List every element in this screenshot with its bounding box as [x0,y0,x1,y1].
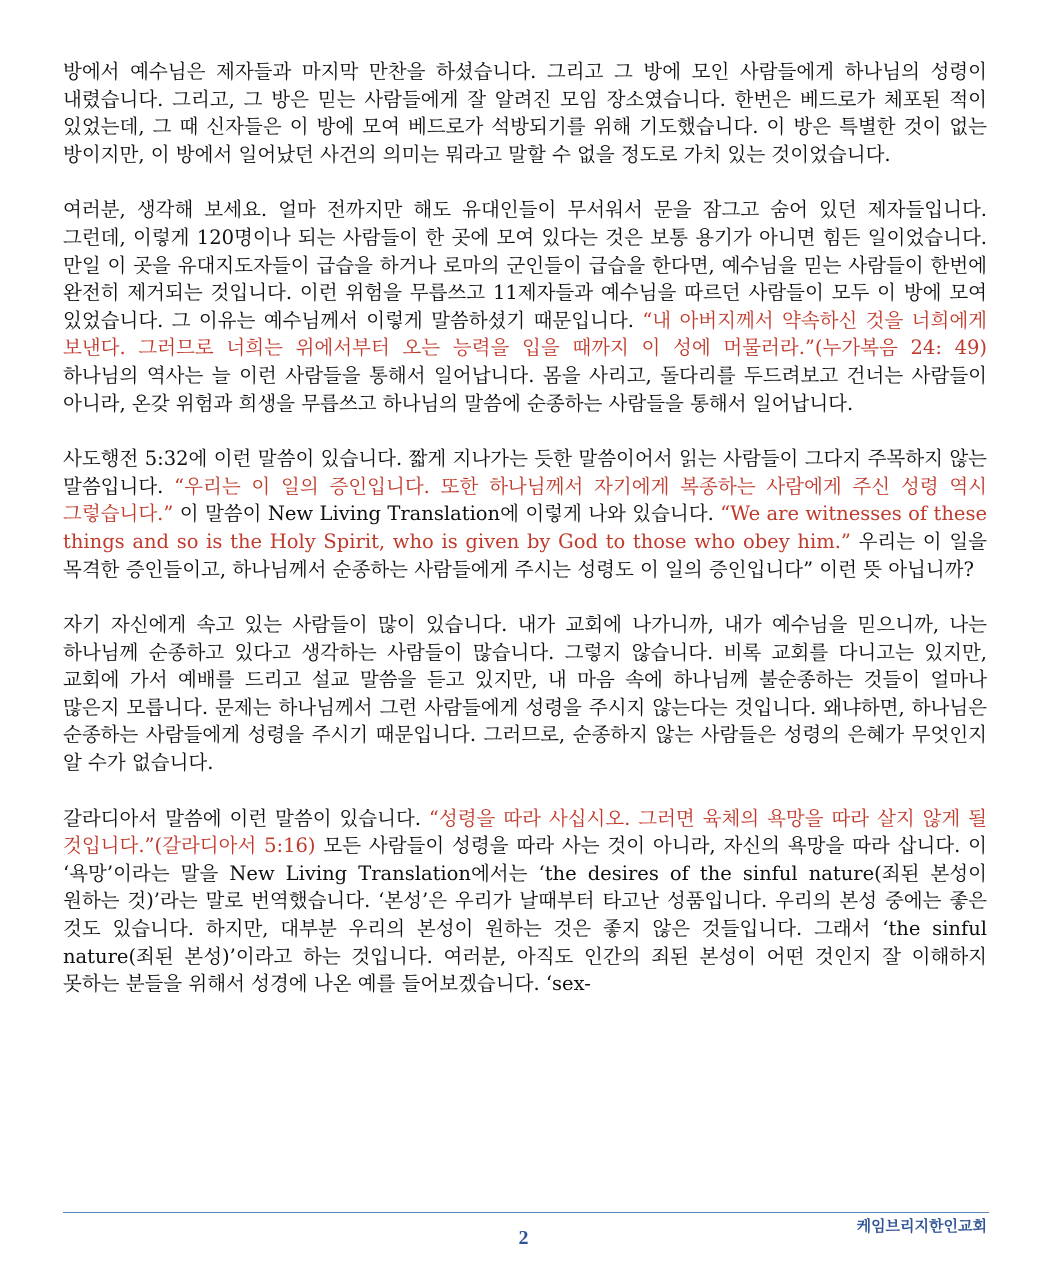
paragraph-text: 여러분, 생각해 보세요. 얼마 전까지만 해도 유대인들이 무서워서 문을 잠그고 숨어 있던 제자들입니다. 그런데, 이렇게 120명이나 되는 사람들이 한 곳에 모여 있다는 것은 보통 용기가 아니면 힘든 일이었습니다. 만일 이 곳을 유대지도자들이 급습을 하거나 로마의 군인들이 급습을 한다면, 예수님을 믿는 사람들이 한번에 완전히 제거되는 것입니다. 이런 위험을 무릅쓰고 11제자들과 예수님을 따르던 사람들이 모두 이 방에 모여 있었습니다. 그 이유는 예수님께서 이렇게 말씀하셨기 때문입니다. [63,198,987,332]
scripture-quote-luke: “내 아버지께서 약속하신 것을 너희에게 보낸다. 그러므로 너희는 위에서부터 오는 능력을 입을 때까지 이 성에 머물러라.”(누가복음 24: 49) [63,308,987,360]
paragraph-text: 하나님의 역사는 늘 이런 사람들을 통해서 일어납니다. 몸을 사리고, 돌다리를 두드려보고 건너는 사람들이 아니라, 온갖 위험과 희생을 무릅쓰고 하나님의 말씀에 순종하는 사람들을 통해서 일어납니다. [63,363,987,415]
paragraph-text: 갈라디아서 말씀에 이런 말씀이 있습니다. [63,806,429,830]
paragraph-text: 모든 사람들이 성령을 따라 사는 것이 아니라, 자신의 욕망을 따라 삽니다. 이 ‘욕망’이라는 말을 New Living Translation에서는 ‘the desires of the sinful nature(죄된 본성이 원하는 것)’라는 말로 번역했습니다. ‘본성’은 우리가 날때부터 타고난 성품입니다. 우리의 본성 중에는 좋은 것도 있습니다. 하지만, 대부분 우리의 본성이 원하는 것은 좋지 않은 것들입니다. 그래서 ‘the sinful nature(죄된 본성)’이라고 하는 것입니다. 여러분, 아직도 인간의 죄된 본성이 어떤 것인지 잘 이해하지 못하는 분들을 위해서 성경에 나온 예를 들어보겠습니다. ‘sex- [63,834,988,996]
paragraph-galatians [63,805,987,998]
paragraph-text: 사도행전 5:32에 이런 말씀이 있습니다. 짧게 지나가는 듯한 말씀이어서 읽는 사람들이 그다지 주목하지 않는 말씀입니다. [63,447,987,498]
paragraph-acts-witnesses [63,445,987,583]
paragraph-text: 이 말씀이 New Living Translation에 이렇게 나와 있습니다. [173,502,721,526]
paragraph-text: 방에서 예수님은 제자들과 마지막 만찬을 하셨습니다. 그리고 그 방에 모인 사람들에게 하나님의 성령이 내렸습니다. 그리고, 그 방은 믿는 사람들에게 잘 알려진 모임 장소였습니다. 한번은 베드로가 체포된 적이 있었는데, 그 때 신자들은 이 방에 모여 베드로가 석방되기를 위해 기도했습니다. 이 방은 특별한 것이 없는 방이지만, 이 방에서 일어났던 사건의 의미는 뭐라고 말할 수 없을 정도로 가치 있는 것이었습니다. [63,60,987,166]
paragraph-upper-room [63,58,987,168]
paragraph-self-deception [63,611,987,777]
scripture-quote-acts-korean: “우리는 이 일의 증인입니다. 또한 하나님께서 자기에게 복종하는 사람에게 주신 성령 역시 그렇습니다.” [63,474,988,526]
paragraph-text: 자기 자신에게 속고 있는 사람들이 많이 있습니다. 내가 교회에 나가니까, 내가 예수님을 믿으니까, 나는 하나님께 순종하고 있다고 생각하는 사람들이 많습니다. 그렇지 않습니다. 비록 교회를 다니고는 있지만, 교회에 가서 예배를 드리고 설교 말씀을 듣고 있지만, 내 마음 속에 하나님께 불순종하는 것들이 얼마나 많은지 모릅니다. 문제는 하나님께서 그런 사람들에게 성령을 주시지 않는다는 것입니다. 왜냐하면, 하나님은 순종하는 사람들에게 성령을 주시기 때문입니다. 그러므로, 순종하지 않는 사람들은 성령의 은혜가 무엇인지 알 수가 없습니다. [63,613,987,775]
scripture-quote-acts-english: “We are witnesses of these things and so is the Holy Spirit, who is given by God to those who obey him.” [63,502,988,553]
document-body [63,58,987,998]
church-name: 케임브리지한인교회 [856,1217,987,1235]
paragraph-text: 우리는 이 일을 목격한 증인들이고, 하나님께서 순종하는 사람들에게 주시는 성령도 이 일의 증인입니다” 이런 뜻 아닙니까? [63,529,987,581]
page-number: 2 [518,1227,529,1249]
paragraph-disciples-courage [63,196,987,417]
footer-divider [63,1212,989,1213]
scripture-quote-galatians: “성령을 따라 사십시오. 그러면 육체의 욕망을 따라 살지 않게 될 것입니다.”(갈라디아서 5:16) [63,806,987,858]
